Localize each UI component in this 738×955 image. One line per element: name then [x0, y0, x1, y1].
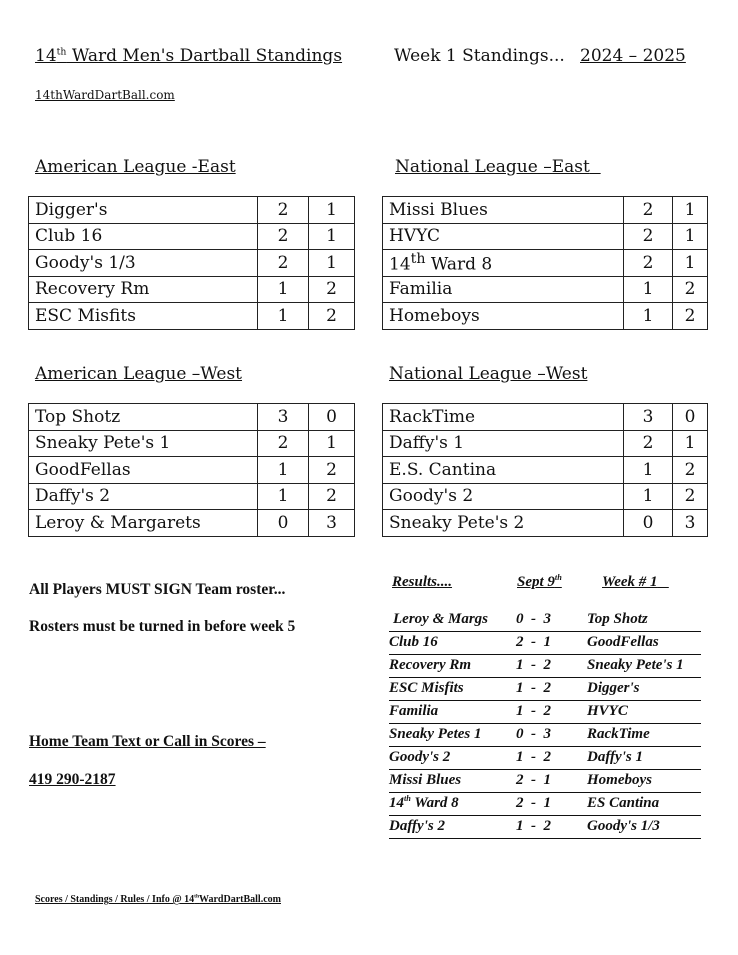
results-week: Week # 1	[602, 574, 658, 590]
losses: 1	[673, 223, 708, 250]
home-team-note: Home Team Text or Call in Scores –	[29, 733, 266, 750]
standings-row	[29, 430, 355, 457]
away-team: GoodFellas	[587, 634, 659, 650]
wins: 1	[258, 276, 309, 303]
losses: 2	[309, 276, 355, 303]
losses: 3	[673, 510, 708, 537]
wins: 1	[624, 483, 673, 510]
team-name: Recovery Rm	[29, 276, 258, 303]
standings-row	[383, 457, 708, 484]
losses: 1	[309, 223, 355, 250]
standings-row	[383, 303, 708, 330]
away-team: Goody's 1/3	[587, 818, 660, 834]
team-name: Goody's 2	[383, 483, 624, 510]
home-team: 14th Ward 8	[389, 794, 459, 811]
wins: 2	[258, 223, 309, 250]
home-team: Recovery Rm	[389, 657, 472, 673]
losses: 1	[309, 250, 355, 277]
score: 1 - 2	[516, 703, 551, 719]
standings-row	[29, 223, 355, 250]
losses: 1	[673, 250, 708, 277]
wins: 1	[624, 276, 673, 303]
standings-table-al-west	[28, 403, 355, 537]
sign-roster-note: All Players MUST SIGN Team roster...	[29, 581, 286, 598]
team-name: Homeboys	[383, 303, 624, 330]
result-row	[389, 634, 701, 655]
roster-deadline-note: Rosters must be turned in before week 5	[29, 618, 296, 635]
team-name: Sneaky Pete's 1	[29, 430, 258, 457]
away-team: Digger's	[587, 680, 640, 696]
league-title-al-west: American League –West	[35, 364, 243, 384]
phone-number: 419 290-2187	[29, 771, 116, 788]
losses: 2	[673, 457, 708, 484]
result-row	[389, 795, 701, 816]
standings-row	[383, 197, 708, 224]
away-team: ES Cantina	[587, 795, 660, 811]
standings-row	[29, 197, 355, 224]
wins: 1	[258, 303, 309, 330]
result-row	[389, 749, 701, 770]
home-team: Familia	[389, 703, 439, 719]
result-row	[389, 818, 701, 839]
home-team: Sneaky Petes 1	[389, 726, 482, 742]
wins: 2	[258, 197, 309, 224]
page-title: 14th Ward Men's Dartball Standings	[35, 46, 343, 66]
home-team: Goody's 2	[389, 749, 451, 765]
away-team: Daffy's 1	[587, 749, 643, 765]
result-row	[389, 726, 701, 747]
away-team: Sneaky Pete's 1	[587, 657, 684, 673]
team-name: Club 16	[29, 223, 258, 250]
wins: 3	[624, 404, 673, 431]
standings-row	[383, 223, 708, 250]
team-name: E.S. Cantina	[383, 457, 624, 484]
losses: 0	[309, 404, 355, 431]
score: 1 - 2	[516, 657, 551, 673]
result-row	[389, 703, 701, 724]
website-link[interactable]: 14thWardDartBall.com	[35, 88, 175, 102]
wins: 2	[258, 250, 309, 277]
season-label: 2024 – 2025	[580, 46, 686, 66]
away-team: Homeboys	[587, 772, 652, 788]
standings-row	[29, 404, 355, 431]
league-title-al-east: American League -East	[35, 157, 236, 177]
team-name: Missi Blues	[383, 197, 624, 224]
losses: 2	[309, 483, 355, 510]
losses: 2	[673, 483, 708, 510]
results-label: Results....	[392, 574, 453, 590]
losses: 1	[309, 197, 355, 224]
away-team: RackTime	[587, 726, 650, 742]
league-title-nl-east: National League –East	[395, 157, 590, 177]
standings-row	[29, 510, 355, 537]
home-team: Leroy & Margs	[393, 611, 488, 627]
team-name: Daffy's 2	[29, 483, 258, 510]
wins: 2	[624, 430, 673, 457]
losses: 1	[673, 430, 708, 457]
standings-table-al-east	[28, 196, 355, 330]
wins: 2	[624, 250, 673, 277]
result-row	[389, 611, 701, 632]
team-name: 14th Ward 8	[383, 250, 624, 277]
wins: 0	[258, 510, 309, 537]
standings-table-nl-west	[382, 403, 708, 537]
team-name: GoodFellas	[29, 457, 258, 484]
standings-row	[383, 430, 708, 457]
losses: 2	[673, 276, 708, 303]
losses: 2	[309, 303, 355, 330]
losses: 2	[309, 457, 355, 484]
wins: 2	[624, 197, 673, 224]
standings-row	[29, 250, 355, 277]
score: 1 - 2	[516, 680, 551, 696]
losses: 3	[309, 510, 355, 537]
team-name: Daffy's 1	[383, 430, 624, 457]
standings-row	[29, 483, 355, 510]
standings-row	[383, 404, 708, 431]
away-team: HVYC	[587, 703, 628, 719]
team-name: Digger's	[29, 197, 258, 224]
losses: 2	[673, 303, 708, 330]
home-team: Club 16	[389, 634, 438, 650]
result-row	[389, 772, 701, 793]
standings-row	[383, 483, 708, 510]
standings-row	[29, 457, 355, 484]
score: 2 - 1	[516, 795, 551, 811]
score: 0 - 3	[516, 726, 551, 742]
team-name: Top Shotz	[29, 404, 258, 431]
standings-row	[29, 276, 355, 303]
wins: 2	[624, 223, 673, 250]
team-name: Sneaky Pete's 2	[383, 510, 624, 537]
week-standings-label: Week 1 Standings...	[394, 46, 565, 66]
wins: 1	[624, 457, 673, 484]
home-team: ESC Misfits	[389, 680, 464, 696]
wins: 1	[258, 483, 309, 510]
wins: 2	[258, 430, 309, 457]
result-row	[389, 657, 701, 678]
away-team: Top Shotz	[587, 611, 648, 627]
league-title-nl-west: National League –West	[389, 364, 588, 384]
team-name: ESC Misfits	[29, 303, 258, 330]
losses: 0	[673, 404, 708, 431]
wins: 1	[258, 457, 309, 484]
standings-row	[383, 510, 708, 537]
footer-links[interactable]: Scores / Standings / Rules / Info @ 14thWardDartBall.com	[35, 893, 281, 905]
standings-row	[383, 276, 708, 303]
wins: 1	[624, 303, 673, 330]
score: 1 - 2	[516, 818, 551, 834]
losses: 1	[309, 430, 355, 457]
team-name: Leroy & Margarets	[29, 510, 258, 537]
standings-row	[29, 303, 355, 330]
standings-row	[383, 250, 708, 277]
results-date: Sept 9th	[517, 573, 562, 590]
score: 2 - 1	[516, 772, 551, 788]
home-team: Missi Blues	[389, 772, 462, 788]
score: 0 - 3	[516, 611, 551, 627]
wins: 3	[258, 404, 309, 431]
team-name: Goody's 1/3	[29, 250, 258, 277]
score: 2 - 1	[516, 634, 551, 650]
standings-table-nl-east	[382, 196, 708, 330]
wins: 0	[624, 510, 673, 537]
team-name: RackTime	[383, 404, 624, 431]
result-row	[389, 680, 701, 701]
losses: 1	[673, 197, 708, 224]
team-name: HVYC	[383, 223, 624, 250]
team-name: Familia	[383, 276, 624, 303]
score: 1 - 2	[516, 749, 551, 765]
home-team: Daffy's 2	[389, 818, 445, 834]
